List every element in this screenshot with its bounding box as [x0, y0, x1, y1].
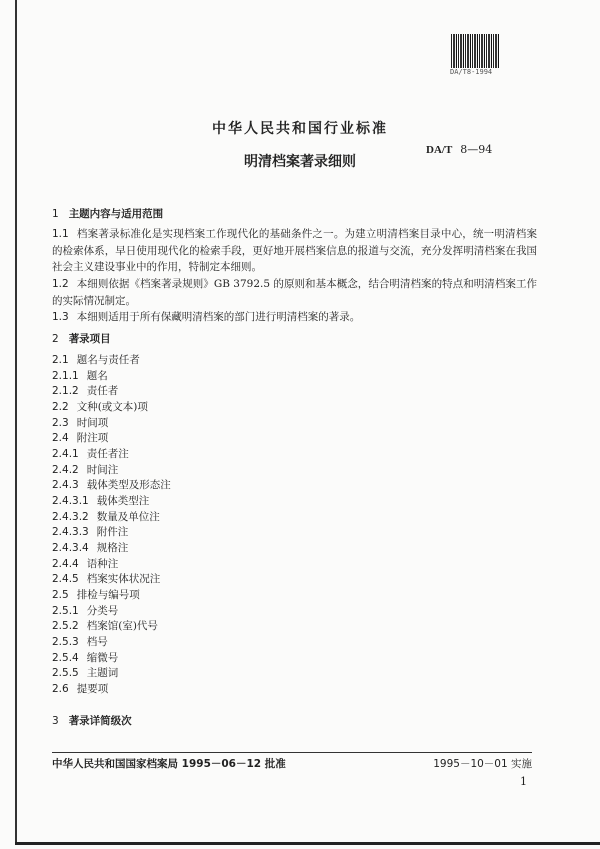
section-number: 1 [52, 208, 59, 220]
list-item [52, 416, 171, 432]
section-number: 2 [52, 333, 59, 345]
barcode [451, 34, 500, 68]
item-text: 主题词 [86, 667, 119, 680]
para-number: 1.3 [52, 311, 69, 323]
effective-date: 1995－10－01 实施 [433, 758, 532, 770]
barcode-text: DA/T8-1994 [450, 68, 493, 76]
list-item [52, 572, 171, 588]
item-text: 题名 [86, 369, 108, 382]
item-number: 2.4.3.4 [52, 542, 89, 555]
para-number: 1.2 [52, 278, 69, 290]
item-number: 2.2 [52, 401, 69, 414]
item-number: 2.4.3.3 [52, 526, 89, 539]
section-number: 3 [52, 715, 59, 727]
item-text: 档号 [86, 636, 108, 649]
section-heading-1 [52, 206, 163, 221]
list-item [52, 619, 171, 635]
list-item [52, 478, 171, 494]
list-item [52, 353, 171, 369]
item-text: 语种注 [86, 557, 119, 570]
list-item [52, 431, 171, 447]
item-number: 2.5 [52, 589, 69, 602]
item-text: 档案馆(室)代号 [86, 620, 158, 633]
item-number: 2.4.2 [52, 463, 79, 476]
item-text: 载体类型注 [96, 495, 150, 508]
item-number: 2.5.4 [52, 651, 79, 664]
item-text: 文种(或文本)项 [76, 401, 148, 414]
section-title: 著录项目 [68, 333, 111, 345]
list-item [52, 541, 171, 557]
item-text: 时间注 [86, 463, 119, 476]
list-item [52, 557, 171, 573]
item-text: 分类号 [86, 604, 119, 617]
item-list [52, 353, 171, 698]
item-number: 2.4.1 [52, 448, 79, 461]
list-item [52, 525, 171, 541]
paragraph-1-2 [52, 276, 537, 309]
scan-bottom-border [15, 842, 600, 845]
list-item [52, 494, 171, 510]
item-text: 附件注 [96, 526, 129, 539]
header-title: 中华人民共和国行业标准 [212, 121, 388, 137]
item-number: 2.1.1 [52, 369, 79, 382]
list-item [52, 588, 171, 604]
item-number: 2.4.3 [52, 479, 79, 492]
item-number: 2.4.3.2 [52, 510, 89, 523]
item-text: 附注项 [76, 432, 109, 445]
item-number: 2.4.4 [52, 557, 79, 570]
item-text: 数量及单位注 [96, 510, 160, 523]
list-item [52, 447, 171, 463]
section-title: 主题内容与适用范围 [68, 208, 164, 220]
para-number: 1.1 [52, 228, 69, 240]
item-number: 2.4 [52, 432, 69, 445]
para-text: 档案著录标准化是实现档案工作现代化的基础条件之一。为建立明清档案目录中心，统一明清档案的检索体系，早日使用现代化的检索手段，更好地开展档案信息的报道与交流，充分发挥明清档案在我国社会主义建设事业中的作用，特制定本细则。 [52, 228, 537, 273]
item-text: 排检与编号项 [76, 589, 140, 602]
list-item [52, 651, 171, 667]
list-item [52, 666, 171, 682]
section-title: 著录详简级次 [68, 715, 132, 727]
item-number: 2.5.1 [52, 604, 79, 617]
item-number: 2.1 [52, 354, 69, 366]
document-title: 明清档案著录细则 [244, 154, 356, 170]
item-number: 2.4.3.1 [52, 495, 89, 508]
paragraph-1-3 [52, 309, 537, 326]
list-item [52, 604, 171, 620]
item-text: 时间项 [76, 416, 109, 429]
std-number: 8—94 [460, 143, 493, 156]
list-item [52, 463, 171, 479]
item-number: 2.6 [52, 683, 69, 696]
footer-rule [52, 752, 532, 753]
item-text: 缩微号 [86, 651, 119, 664]
item-text: 责任者 [86, 385, 119, 398]
item-number: 2.4.5 [52, 573, 79, 586]
item-number: 2.5.3 [52, 636, 79, 649]
issued-date: 中华人民共和国国家档案局 1995－06－12 批准 [52, 758, 286, 770]
item-number: 2.5.5 [52, 667, 79, 680]
item-text: 载体类型及形态注 [86, 479, 171, 492]
item-number: 2.1.2 [52, 385, 79, 398]
list-item [52, 384, 171, 400]
item-number: 2.3 [52, 416, 69, 429]
item-number: 2.5.2 [52, 620, 79, 633]
list-item [52, 635, 171, 651]
list-item [52, 369, 171, 385]
list-item [52, 682, 171, 698]
item-text: 题名与责任者 [76, 354, 140, 366]
section-heading-3 [52, 713, 132, 728]
para-text: 本细则依据《档案著录规则》GB 3792.5 的原则和基本概念，结合明清档案的特点和明清档案工作的实际情况制定。 [52, 278, 537, 307]
section-heading-2 [52, 331, 111, 346]
page-number: 1 [520, 775, 527, 788]
item-text: 责任者注 [86, 448, 129, 461]
std-prefix: DA/T [426, 144, 453, 156]
list-item [52, 400, 171, 416]
list-item [52, 510, 171, 526]
item-text: 档案实体状况注 [86, 573, 161, 586]
paragraph-1-1 [52, 226, 537, 276]
item-text: 规格注 [96, 542, 129, 555]
item-text: 提要项 [76, 683, 109, 696]
para-text: 本细则适用于所有保藏明清档案的部门进行明清档案的著录。 [76, 311, 361, 323]
